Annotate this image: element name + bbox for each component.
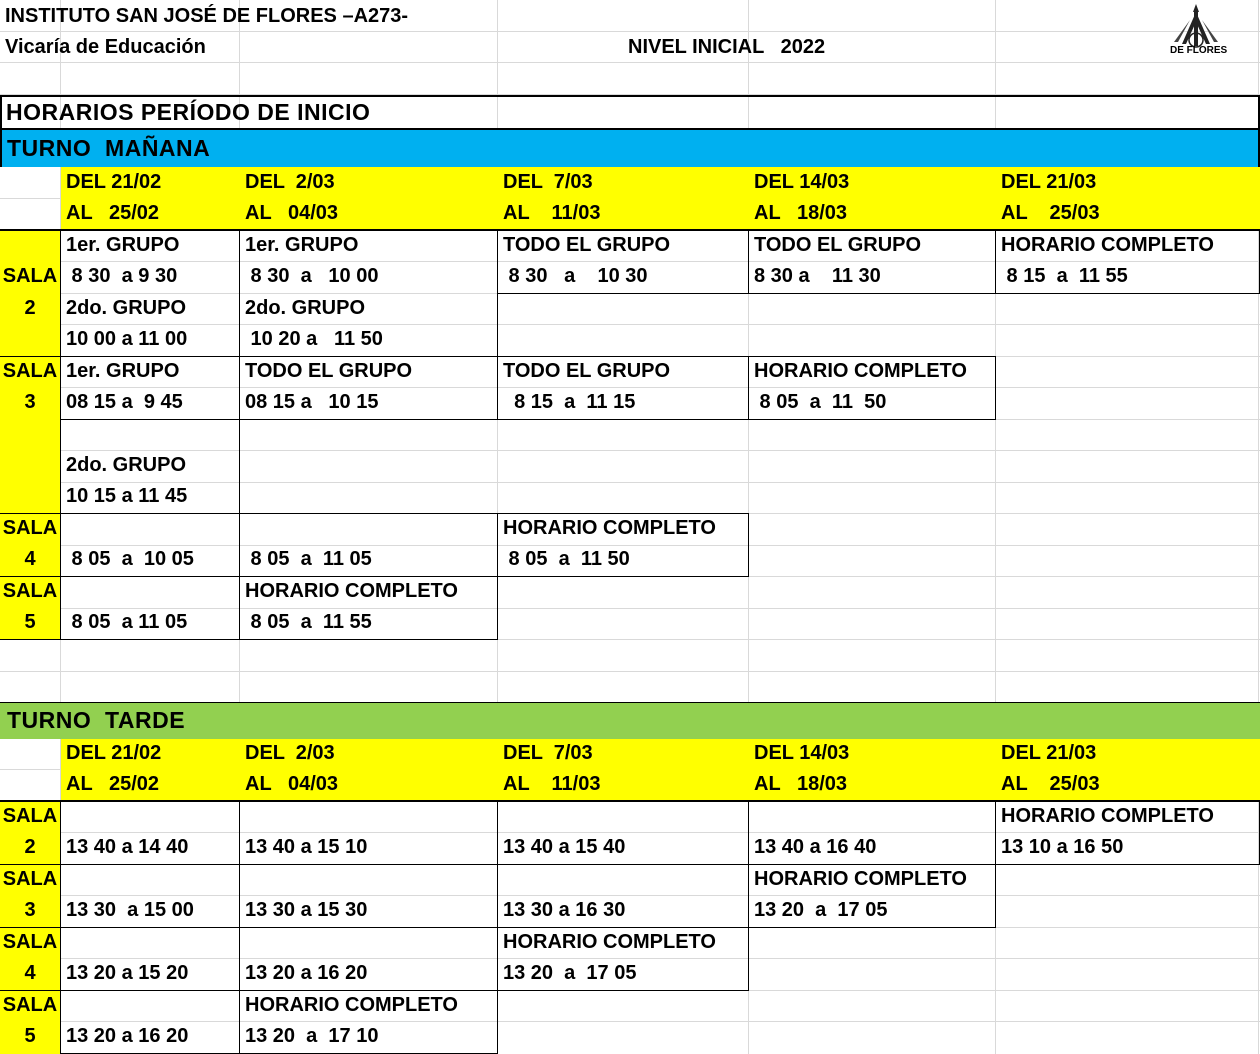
gridline bbox=[0, 293, 1260, 294]
sala-number: 2 bbox=[24, 836, 36, 858]
group-label: HORARIO COMPLETO bbox=[1001, 234, 1214, 256]
schedule-time: 13 40 a 16 40 bbox=[754, 836, 877, 858]
group-label: 1er. GRUPO bbox=[245, 234, 359, 256]
period-al: AL 18/03 bbox=[754, 773, 848, 795]
school-logo bbox=[1160, 2, 1232, 60]
gridline bbox=[0, 990, 1260, 991]
sala-label: SALA bbox=[2, 265, 58, 287]
gridline bbox=[0, 387, 1260, 388]
turno-tarde-band bbox=[0, 702, 1260, 739]
group-label: TODO EL GRUPO bbox=[503, 234, 671, 256]
schedule-time: 13 40 a 15 10 bbox=[245, 836, 368, 858]
schedule-time: 08 15 a 10 15 bbox=[245, 391, 379, 413]
period-al: AL 25/02 bbox=[66, 202, 160, 224]
sala-label: SALA bbox=[2, 931, 58, 953]
period-del: DEL 7/03 bbox=[503, 171, 593, 193]
turno-tarde-label: TURNO TARDE bbox=[7, 707, 186, 733]
schedule-time: 8 30 a 11 30 bbox=[754, 265, 881, 287]
group-label: HORARIO COMPLETO bbox=[245, 580, 458, 602]
gridline bbox=[0, 801, 1260, 802]
period-del: DEL 21/03 bbox=[1001, 742, 1097, 764]
sala-number: 3 bbox=[24, 391, 36, 413]
group-label: HORARIO COMPLETO bbox=[503, 931, 716, 953]
gridline bbox=[0, 230, 1260, 231]
gridline bbox=[0, 324, 1260, 325]
group-label: TODO EL GRUPO bbox=[754, 234, 922, 256]
schedule-time: 8 30 a 9 30 bbox=[66, 265, 178, 287]
gridline bbox=[0, 513, 1260, 514]
schedule-time: 13 20 a 17 05 bbox=[754, 899, 888, 921]
schedule-time: 8 15 a 11 55 bbox=[1001, 265, 1128, 287]
group-label: 2do. GRUPO bbox=[66, 297, 187, 319]
schedule-time: 8 30 a 10 00 bbox=[245, 265, 379, 287]
period-al: AL 04/03 bbox=[245, 773, 339, 795]
group-label: HORARIO COMPLETO bbox=[245, 994, 458, 1016]
period-al: AL 04/03 bbox=[245, 202, 339, 224]
period-del: DEL 7/03 bbox=[503, 742, 593, 764]
group-label: 2do. GRUPO bbox=[245, 297, 366, 319]
schedule-time: 13 20 a 17 05 bbox=[503, 962, 637, 984]
group-label: HORARIO COMPLETO bbox=[503, 517, 716, 539]
schedule-time: 13 10 a 16 50 bbox=[1001, 836, 1124, 858]
schedule-time: 13 40 a 15 40 bbox=[503, 836, 626, 858]
gridline bbox=[0, 608, 1260, 609]
schedule-time: 8 05 a 11 50 bbox=[503, 548, 630, 570]
schedule-time: 8 30 a 10 30 bbox=[503, 265, 648, 287]
schedule-time: 8 05 a 11 50 bbox=[754, 391, 887, 413]
period-del: DEL 14/03 bbox=[754, 171, 850, 193]
gridline bbox=[0, 62, 1260, 63]
sala-label: SALA bbox=[2, 868, 58, 890]
nivel-label: NIVEL INICIAL 2022 bbox=[628, 36, 826, 58]
sala-label: SALA bbox=[2, 805, 58, 827]
sala-label: SALA bbox=[2, 517, 58, 539]
turno-manana-label: TURNO MAÑANA bbox=[7, 135, 211, 161]
institution-title: INSTITUTO SAN JOSÉ DE FLORES –A273- bbox=[5, 5, 409, 27]
period-del: DEL 21/02 bbox=[66, 171, 162, 193]
gridline bbox=[0, 450, 1260, 451]
gridline bbox=[0, 356, 1260, 357]
schedule-time: 10 15 a 11 45 bbox=[66, 485, 188, 507]
gridline bbox=[0, 864, 1260, 865]
period-al: AL 18/03 bbox=[754, 202, 848, 224]
gridline bbox=[0, 639, 1260, 640]
period-del: DEL 2/03 bbox=[245, 171, 335, 193]
gridline bbox=[0, 576, 1260, 577]
gridline bbox=[0, 419, 1260, 420]
gridline bbox=[0, 958, 1260, 959]
period-al: AL 11/03 bbox=[503, 773, 601, 795]
group-label: HORARIO COMPLETO bbox=[1001, 805, 1214, 827]
schedule-time: 8 05 a 11 05 bbox=[245, 548, 372, 570]
page-title: HORARIOS PERÍODO DE INICIO bbox=[6, 99, 371, 125]
schedule-time: 13 20 a 16 20 bbox=[245, 962, 368, 984]
schedule-time: 13 20 a 17 10 bbox=[245, 1025, 379, 1047]
sala-number: 3 bbox=[24, 899, 36, 921]
gridline bbox=[0, 927, 1260, 928]
vicaria-label: Vicaría de Educación bbox=[5, 36, 206, 58]
gridline bbox=[0, 482, 1260, 483]
gridline bbox=[0, 895, 1260, 896]
gridline bbox=[0, 832, 1260, 833]
sala-label: SALA bbox=[2, 360, 58, 382]
schedule-time: 10 00 a 11 00 bbox=[66, 328, 188, 350]
gridline bbox=[0, 31, 1260, 32]
sala-number: 4 bbox=[24, 962, 36, 984]
gridline bbox=[0, 671, 1260, 672]
schedule-time: 13 30 a 16 30 bbox=[503, 899, 626, 921]
period-del: DEL 21/03 bbox=[1001, 171, 1097, 193]
period-al: AL 25/02 bbox=[66, 773, 160, 795]
gridline bbox=[0, 94, 1260, 95]
sala-number: 5 bbox=[24, 611, 36, 633]
schedule-time: 13 20 a 15 20 bbox=[66, 962, 189, 984]
period-del: DEL 21/02 bbox=[66, 742, 162, 764]
group-label: 1er. GRUPO bbox=[66, 234, 180, 256]
schedule-time: 13 20 a 16 20 bbox=[66, 1025, 189, 1047]
group-label: HORARIO COMPLETO bbox=[754, 360, 967, 382]
period-al: AL 11/03 bbox=[503, 202, 601, 224]
schedule-time: 10 20 a 11 50 bbox=[245, 328, 383, 350]
sala-label: SALA bbox=[2, 994, 58, 1016]
schedule-time: 8 15 a 11 15 bbox=[503, 391, 636, 413]
group-label: 2do. GRUPO bbox=[66, 454, 187, 476]
group-label: 1er. GRUPO bbox=[66, 360, 180, 382]
schedule-time: 8 05 a 10 05 bbox=[66, 548, 194, 570]
period-del: DEL 2/03 bbox=[245, 742, 335, 764]
sala-number: 2 bbox=[24, 297, 36, 319]
group-label: TODO EL GRUPO bbox=[245, 360, 413, 382]
logo-text: DE FLORES bbox=[1170, 45, 1228, 56]
gridline bbox=[0, 261, 1260, 262]
schedule-time: 13 40 a 14 40 bbox=[66, 836, 189, 858]
manana-sala-column bbox=[0, 231, 60, 639]
gridline bbox=[0, 1021, 1260, 1022]
sala-number: 5 bbox=[24, 1025, 36, 1047]
schedule-time: 13 30 a 15 00 bbox=[66, 899, 194, 921]
group-label: TODO EL GRUPO bbox=[503, 360, 671, 382]
period-al: AL 25/03 bbox=[1001, 773, 1100, 795]
schedule-time: 13 30 a 15 30 bbox=[245, 899, 368, 921]
schedule-time: 08 15 a 9 45 bbox=[66, 391, 183, 413]
schedule-time: 8 05 a 11 55 bbox=[245, 611, 372, 633]
period-del: DEL 14/03 bbox=[754, 742, 850, 764]
sala-number: 4 bbox=[24, 548, 36, 570]
period-al: AL 25/03 bbox=[1001, 202, 1100, 224]
gridline bbox=[0, 545, 1260, 546]
schedule-time: 8 05 a 11 05 bbox=[66, 611, 188, 633]
sala-label: SALA bbox=[2, 580, 58, 602]
group-label: HORARIO COMPLETO bbox=[754, 868, 967, 890]
